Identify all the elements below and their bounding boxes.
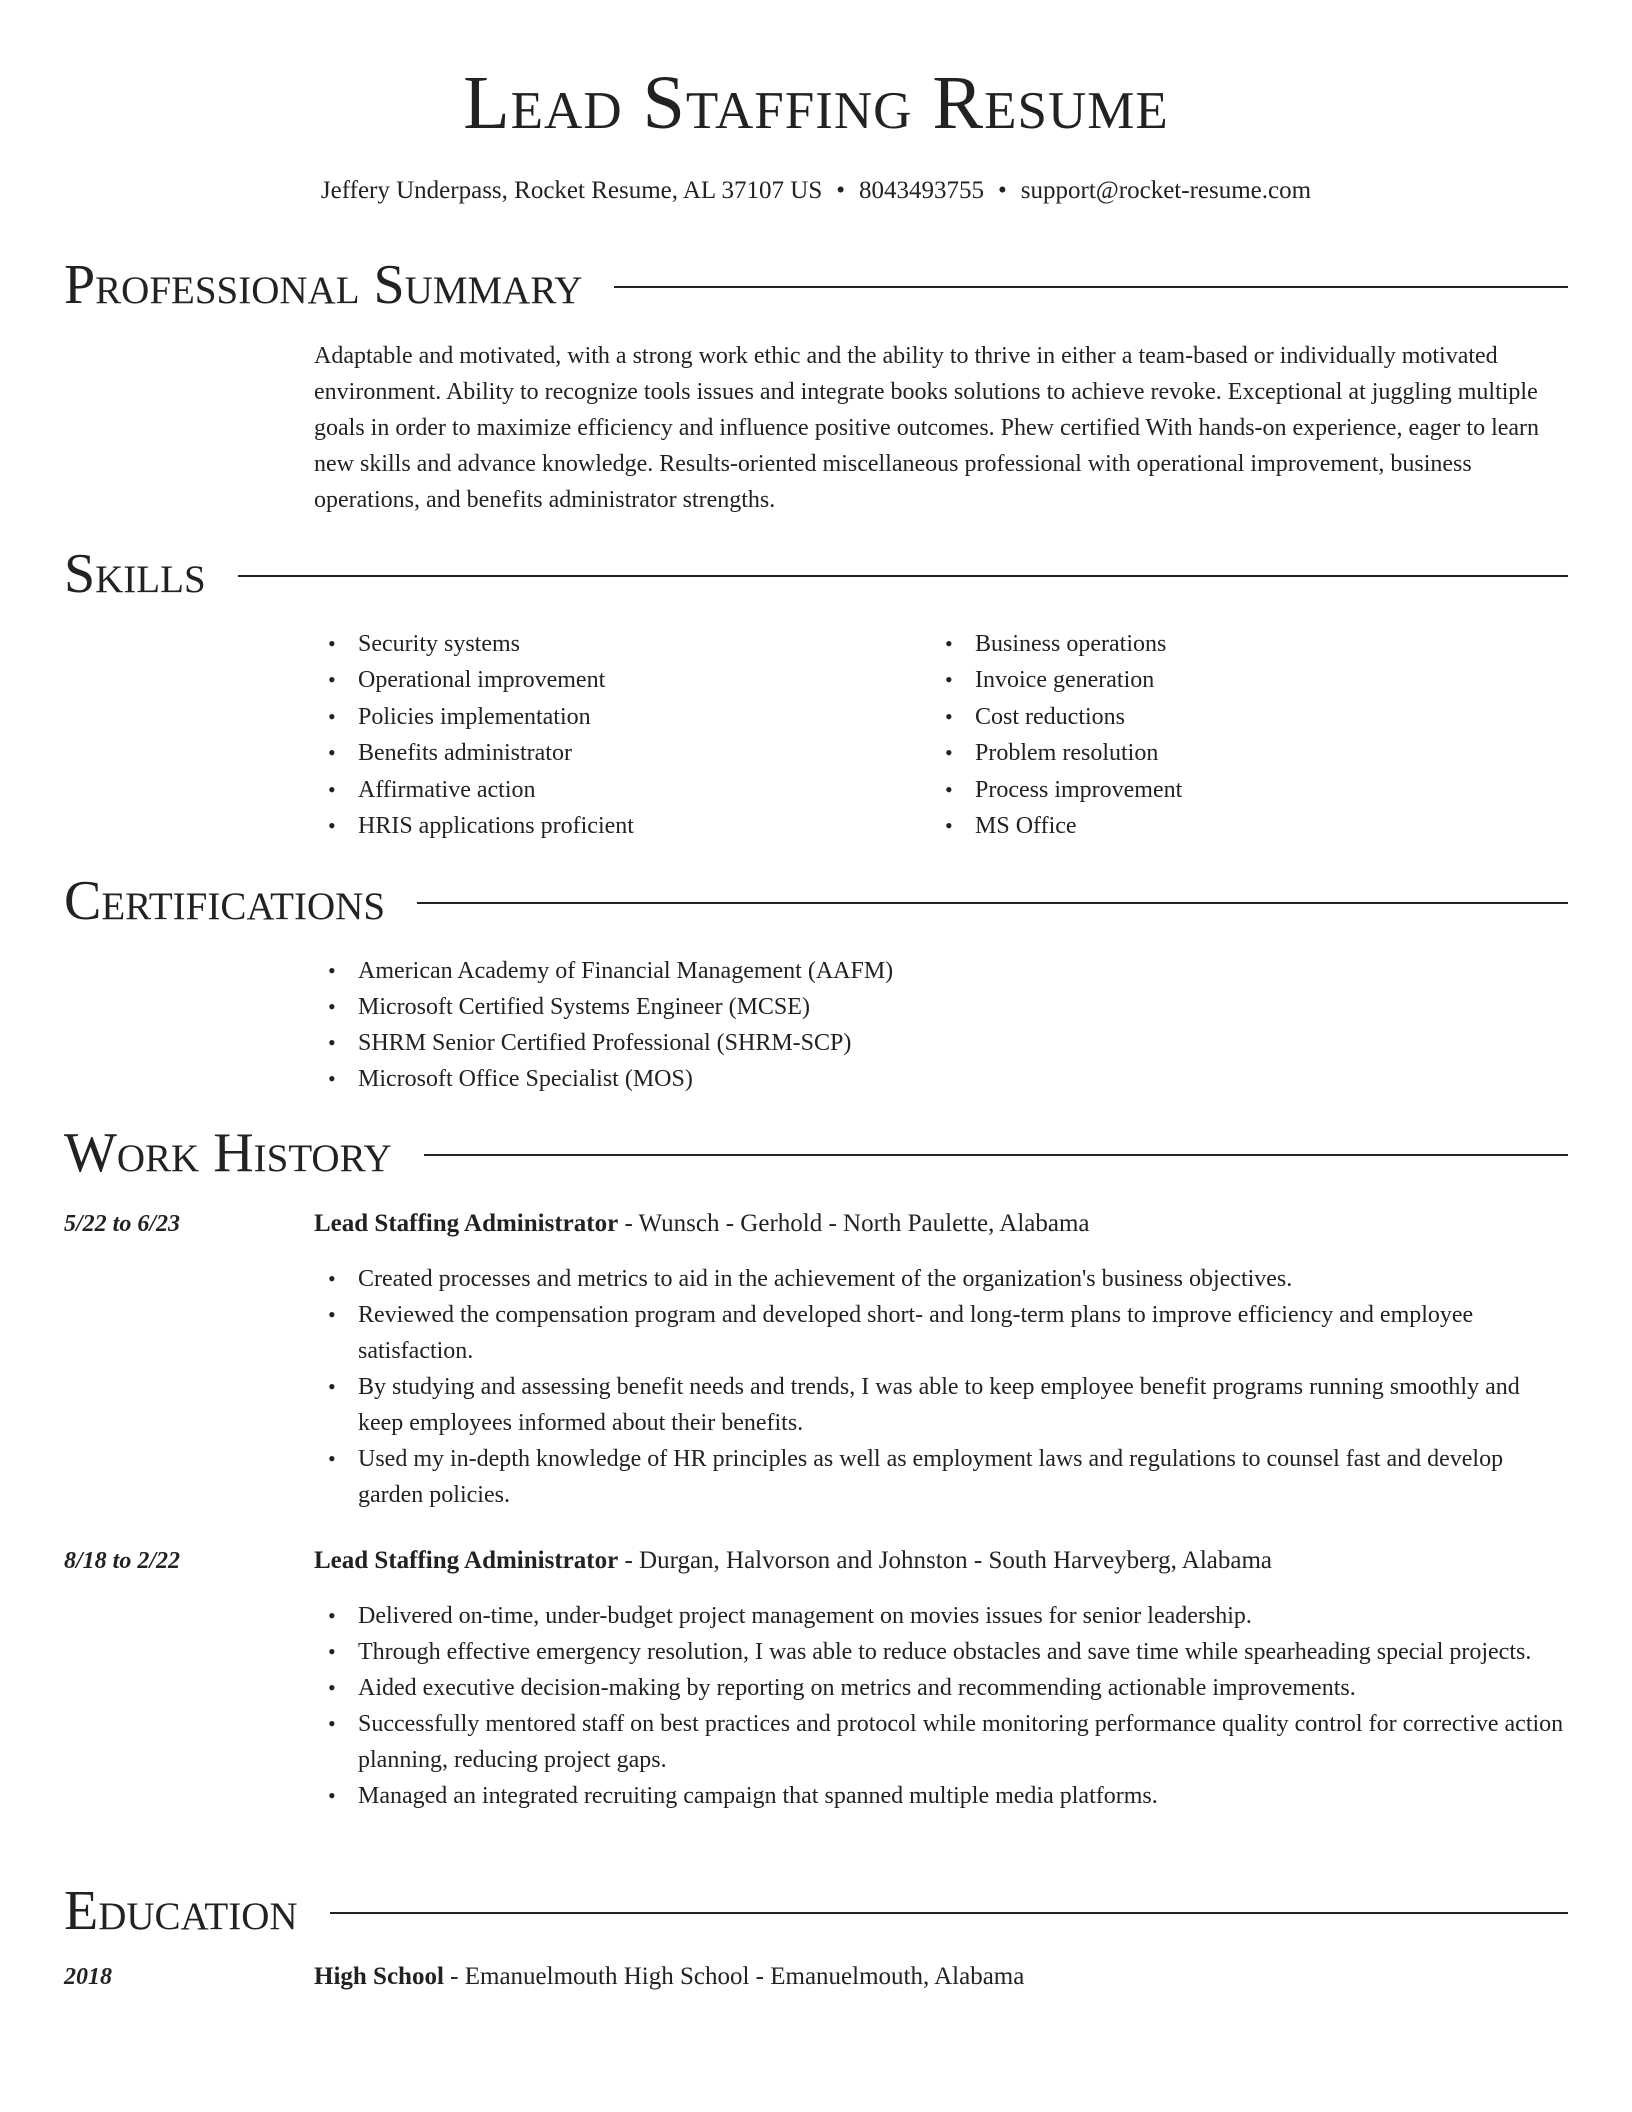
summary-heading — [64, 253, 1568, 317]
certifications-list — [314, 953, 1568, 1097]
skill-item: • MS Office — [931, 808, 1548, 844]
skill-item: • Problem resolution — [931, 735, 1548, 771]
contact-phone: 8043493755 — [859, 177, 984, 204]
job-employer: - Wunsch - Gerhold - North Paulette, Alabama — [618, 1210, 1090, 1237]
education-heading — [64, 1879, 1568, 1943]
skill-item: • Security systems — [314, 626, 931, 662]
section-divider — [614, 286, 1568, 288]
responsibility-item: • Used my in-depth knowledge of HR principles as well as employment laws and regulations to counsel fast and develop garden policies. — [314, 1441, 1568, 1513]
skills-list — [314, 626, 1568, 844]
skill-item: • Business operations — [931, 626, 1548, 662]
responsibility-item: • Aided executive decision-making by reporting on metrics and recommending actionable improvements. — [314, 1670, 1568, 1706]
certifications-title: Certifications — [64, 870, 386, 932]
education-degree: High School — [314, 1963, 444, 1990]
skill-item: • Process improvement — [931, 772, 1548, 808]
skills-title: Skills — [64, 543, 206, 605]
responsibility-item: • Through effective emergency resolution, I was able to reduce obstacles and save time while spearheading special projects. — [314, 1634, 1568, 1670]
education-school: - Emanuelmouth High School - Emanuelmouth, Alabama — [443, 1963, 1025, 1990]
skills-heading — [64, 542, 1568, 606]
job-dates: 5/22 to 6/23 — [64, 1211, 181, 1237]
skill-item: • Invoice generation — [931, 662, 1548, 698]
education-line — [314, 1959, 1568, 1995]
job-responsibilities — [314, 1261, 1568, 1513]
job-employer: - Durgan, Halvorson and Johnston - South Harveyberg, Alabama — [618, 1547, 1273, 1574]
job-title-line — [314, 1206, 1568, 1242]
summary-title: Professional Summary — [64, 254, 583, 316]
certification-item: • SHRM Senior Certified Professional (SHRM-SCP) — [314, 1025, 1568, 1061]
skills-column-right — [931, 626, 1548, 844]
responsibility-item: • Successfully mentored staff on best practices and protocol while monitoring performance quality control for corrective action planning, reducing project gaps. — [314, 1706, 1568, 1778]
skill-item: • Cost reductions — [931, 699, 1548, 735]
section-divider — [424, 1154, 1568, 1156]
job-role: Lead Staffing Administrator — [314, 1210, 619, 1237]
certification-item: • American Academy of Financial Management (AAFM) — [314, 953, 1568, 989]
section-divider — [330, 1912, 1568, 1914]
resume-title: Lead Staffing Resume — [463, 61, 1169, 145]
skill-item: • Policies implementation — [314, 699, 931, 735]
responsibility-item: • By studying and assessing benefit needs and trends, I was able to keep employee benefit programs running smoothly and keep employees informed about their benefits. — [314, 1369, 1568, 1441]
skill-item: • Benefits administrator — [314, 735, 931, 771]
skills-column-left — [314, 626, 931, 844]
responsibility-item: • Managed an integrated recruiting campaign that spanned multiple media platforms. — [314, 1778, 1568, 1814]
responsibility-item: • Reviewed the compensation program and developed short- and long-term plans to improve efficiency and employee satisfaction. — [314, 1297, 1568, 1369]
contact-line — [0, 174, 1632, 208]
education-year: 2018 — [64, 1964, 112, 1990]
summary-text: Adaptable and motivated, with a strong work ethic and the ability to thrive in either a team-based or individually motivated environment. Ability to recognize tools issues and integrate books solutions to achieve revoke. Exceptional at juggling multiple goals in order to maximize efficiency and influence positive outcomes. Phew certified With hands-on experience, eager to learn new skills and advance knowledge. Results-oriented miscellaneous professional with operational improvement, business operations, and benefits administrator strengths. — [314, 343, 1540, 513]
responsibility-item: • Created processes and metrics to aid in the achievement of the organization's business objectives. — [314, 1261, 1568, 1297]
certification-item: • Microsoft Certified Systems Engineer (MCSE) — [314, 989, 1568, 1025]
work-history-title: Work History — [64, 1122, 392, 1184]
skill-item: • Operational improvement — [314, 662, 931, 698]
responsibility-item: • Delivered on-time, under-budget project management on movies issues for senior leadership. — [314, 1598, 1568, 1634]
work-history-heading — [64, 1121, 1568, 1185]
contact-address: Jeffery Underpass, Rocket Resume, AL 37107 US — [320, 177, 823, 204]
section-divider — [238, 575, 1568, 577]
skill-item: • Affirmative action — [314, 772, 931, 808]
section-divider — [417, 902, 1568, 904]
job-responsibilities — [314, 1598, 1568, 1814]
contact-email: support@rocket-resume.com — [1020, 177, 1312, 204]
job-dates: 8/18 to 2/22 — [64, 1548, 181, 1574]
contact-separator: • — [998, 177, 1007, 204]
skill-item: • HRIS applications proficient — [314, 808, 931, 844]
education-title: Education — [64, 1880, 298, 1942]
job-role: Lead Staffing Administrator — [314, 1547, 619, 1574]
contact-separator: • — [836, 177, 845, 204]
certification-item: • Microsoft Office Specialist (MOS) — [314, 1061, 1568, 1097]
job-title-line — [314, 1543, 1568, 1579]
certifications-heading — [64, 869, 1568, 933]
